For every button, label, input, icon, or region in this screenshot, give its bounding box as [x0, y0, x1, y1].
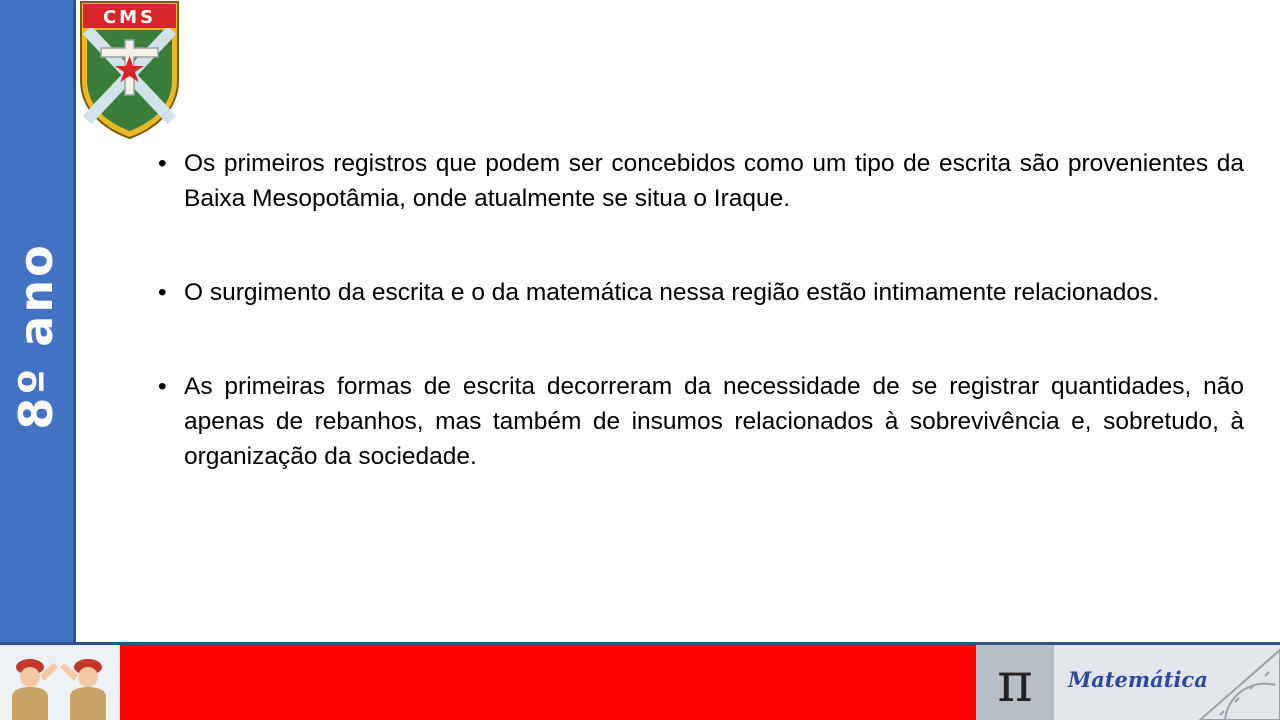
grade-sidebar [0, 0, 76, 642]
crest-text: CMS [102, 7, 157, 28]
bullet-list [158, 146, 1244, 533]
saluting-students-image [0, 645, 120, 720]
bottom-strip [0, 642, 1280, 720]
subject-label: Matemática [1068, 667, 1208, 692]
bullet-item-3: • As primeiras formas de escrita decorreram da necessidade de se registrar quantidades, não apenas de rebanhos, mas também de insumos relacionados à sobrevivência e, sobretudo, à organização da sociedade. [158, 369, 1244, 474]
geometry-tools-icon [1190, 645, 1280, 720]
pi-icon [976, 645, 1054, 720]
bullet-item-1: • Os primeiros registros que podem ser concebidos como um tipo de escrita são provenientes da Baixa Mesopotâmia, onde atualmente se situa o Iraque. [158, 146, 1244, 216]
pi-symbol: π [997, 651, 1033, 714]
math-subject-banner [976, 645, 1280, 720]
school-crest-logo [78, 0, 181, 140]
red-band [120, 645, 976, 720]
bullet-item-2: • O surgimento da escrita e o da matemática nessa região estão intimamente relacionados. [158, 275, 1244, 310]
grade-label: 8º ano [9, 242, 63, 430]
